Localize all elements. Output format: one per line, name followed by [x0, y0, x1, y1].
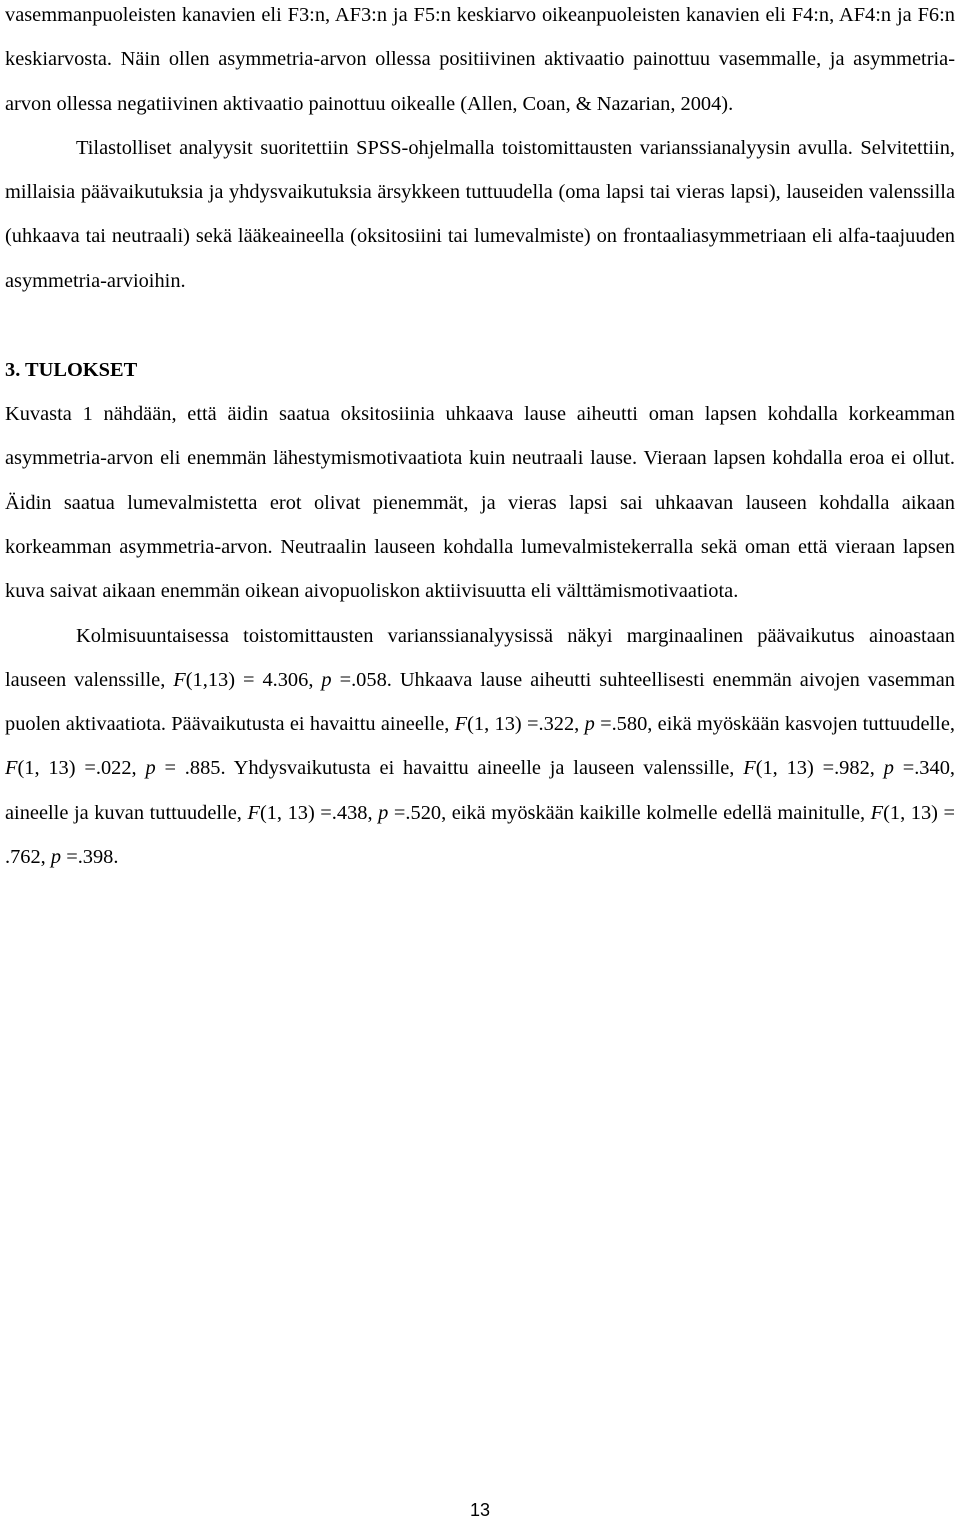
body-paragraph-3: Kuvasta 1 nähdään, että äidin saatua oksitosiinia uhkaava lause aiheutti oman lapsen kohdalla korkeamman asymmetria-arvon eli enemmän lähestymismotivaatiota kuin neutraali lause. Vieraan lapsen kohdalla eroa ei ollut. Äidin saatua lumevalmistetta erot olivat pienemmät, ja vieras lapsi sai uhkaavan lauseen kohdalla aikaan korkeamman asymmetria-arvon. Neutraalin lauseen kohdalla lumevalmistekerralla sekä oman että vieraan lapsen kuva saivat aikaan enemmän oikean aivopuoliskon aktiivisuutta eli välttämismotivaatiota.	[5, 403, 955, 603]
statistic-symbol: p	[378, 801, 389, 824]
statistic-symbol: p	[883, 757, 894, 780]
text-segment: (1, 13) =.022,	[17, 757, 146, 780]
document-page	[5, 0, 955, 879]
statistic-symbol: p	[321, 668, 332, 691]
statistic-symbol: F	[454, 713, 468, 736]
statistic-symbol: p	[50, 846, 62, 869]
text-segment: (1, 13) =.438,	[259, 801, 379, 824]
statistic-symbol: p	[584, 713, 595, 736]
body-paragraph-4	[5, 614, 955, 880]
statistic-symbol: F	[743, 757, 756, 780]
statistic-symbol: F	[5, 757, 18, 780]
text-segment: (1, 13) =.322,	[467, 713, 585, 736]
statistic-symbol: p	[145, 757, 156, 780]
section-heading: 3. TULOKSET	[5, 359, 138, 382]
text-segment: (1, 13) =.982,	[755, 757, 884, 780]
body-paragraph-1: vasemmanpuoleisten kanavien eli F3:n, AF3:n ja F5:n keskiarvo oikeanpuoleisten kanavien eli F4:n, AF4:n ja F6:n keskiarvosta. Näin ollen asymmetria-arvon ollessa positiivinen aktivaatio painottuu vasemmalle, ja asymmetria-arvon ollessa negatiivinen aktivaatio painottuu oikealle (Allen, Coan, & Nazarian, 2004).	[5, 4, 955, 115]
text-segment: =.340, aineelle ja kuvan tuttuudelle,	[5, 757, 955, 824]
text-segment: =.580, eikä myöskään kasvojen tuttuudelle,	[594, 713, 955, 736]
text-segment: =.058. Uhkaava lause aiheutti suhteellisesti enemmän aivojen vasemman puolen aktivaatiota. Päävaikutusta ei havaittu aineelle,	[5, 668, 955, 736]
text-segment: Kolmisuuntaisessa toistomittausten varianssianalyysissä näkyi marginaalinen päävaikutus ainoastaan lauseen valenssille,	[5, 624, 955, 691]
text-segment: (1,13) = 4.306,	[185, 668, 322, 691]
body-paragraph-2: Tilastolliset analyysit suoritettiin SPSS-ohjelmalla toistomittausten varianssianalyysin avulla. Selvitettiin, millaisia päävaikutuksia ja yhdysvaikutuksia ärsykkeen tuttuudella (oma lapsi tai vieras lapsi), lauseiden valenssilla (uhkaava tai neutraali) sekä lääkeaineella (oksitosiini tai lumevalmiste) on frontaaliasymmetriaan eli alfa-taajuuden asymmetria-arvioihin.	[5, 136, 955, 292]
text-segment: =.520, eikä myöskään kaikille kolmelle edellä mainitulle,	[388, 801, 871, 824]
text-segment: (1, 13) = .762,	[5, 801, 956, 869]
text-segment: = .885. Yhdysvaikutusta ei havaittu aineelle ja lauseen valenssille,	[155, 757, 744, 780]
statistic-symbol: F	[870, 801, 884, 824]
statistic-symbol: F	[173, 668, 186, 691]
text-segment: =.398.	[61, 846, 119, 869]
statistic-symbol: F	[247, 801, 260, 824]
page-number: 13	[469, 1500, 491, 1520]
